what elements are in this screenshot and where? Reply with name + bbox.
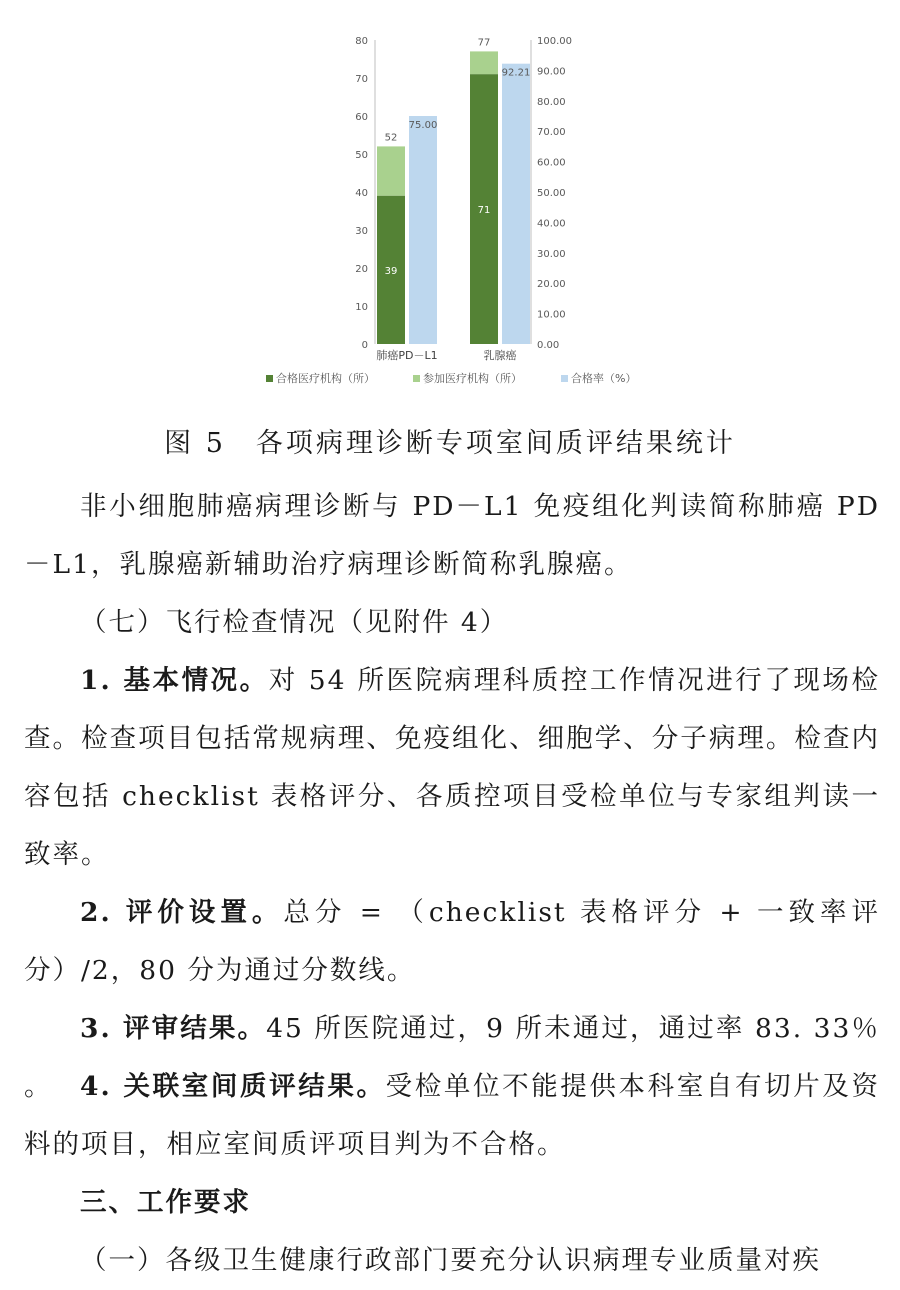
left-tick-label: 10 [355,302,368,313]
paragraph-evaluation-setting [24,884,880,1000]
left-y-axis [355,36,375,351]
category-label: 乳腺癌 [483,349,517,362]
legend-swatch [561,375,568,382]
bar-participating [377,146,405,195]
bars [377,37,530,344]
category-labels [376,348,516,362]
figure-caption: 图 5 各项病理诊断专项室间质评结果统计 [164,428,736,459]
paragraph-text: 总分 = （checklist 表格评分 + 一致率评分）/2，80 分为通过分数线。 [24,897,880,986]
right-tick-label: 90.00 [537,66,566,78]
legend-swatch [413,375,420,382]
right-tick-label: 100.00 [537,36,572,47]
legend-label: 合格医疗机构（所） [276,372,375,385]
data-label-qualified: 71 [477,205,491,217]
data-label-participating: 77 [477,37,491,49]
paragraph-heading: 2. 评价设置。 [80,897,284,928]
category-label: 肺癌PD－L1 [376,349,438,362]
right-tick-label: 0.00 [537,340,560,351]
right-tick-label: 30.00 [537,248,566,260]
legend-swatch [266,375,273,382]
right-y-axis [531,36,572,351]
right-tick-label: 60.00 [537,157,566,169]
section-heading-flight-inspection: （七）飞行检查情况（见附件 4） [80,607,509,638]
paragraph-text: 对 54 所医院病理科质控工作情况进行了现场检查。检查项目包括常规病理、免疫组化、细胞学、分子病理。检查内容包括 checklist 表格评分、各质控项目受检单位与专家组判读一致率。 [24,665,880,870]
data-label-qualified: 39 [384,265,398,277]
paragraph-text: 45 所医院通过，9 所未通过，通过率 83. 33％ 。 [24,1013,881,1102]
left-tick-label: 20 [355,264,368,275]
left-tick-label: 70 [355,74,368,85]
paragraph-abbreviation: 非小细胞肺癌病理诊断与 PD－L1 免疫组化判读简称肺癌 PD－L1，乳腺癌新辅助治疗病理诊断简称乳腺癌。 [24,491,880,580]
legend [266,371,636,385]
paragraph-basic-situation [24,652,880,884]
right-tick-label: 80.00 [537,96,566,108]
legend-label: 合格率（%） [571,372,637,385]
bar-rate [502,64,530,344]
section-heading-work-requirements: 三、工作要求 [80,1187,251,1218]
right-tick-label: 20.00 [537,279,566,291]
bar-chart [0,0,900,400]
left-tick-label: 60 [355,112,368,123]
paragraph-heading: 1. 基本情况。 [80,665,269,696]
left-tick-label: 80 [355,36,368,47]
left-tick-label: 50 [355,150,368,161]
right-tick-label: 50.00 [537,188,566,199]
paragraph-heading: 3. 评审结果。 [80,1013,267,1044]
data-label-rate: 75.00 [408,120,438,131]
left-tick-label: 0 [361,340,368,351]
bar-participating [470,51,498,74]
data-label-rate: 92.21 [501,67,531,79]
right-tick-label: 10.00 [537,309,566,321]
bar-rate [409,116,437,344]
legend-label: 参加医疗机构（所） [423,372,522,385]
right-tick-label: 70.00 [537,127,566,139]
right-tick-label: 40.00 [537,218,566,230]
left-tick-label: 40 [355,188,368,199]
paragraph-related-eqa [24,1058,880,1174]
paragraph-requirement-1: （一）各级卫生健康行政部门要充分认识病理专业质量对疾 [80,1245,821,1276]
paragraph-heading: 4. 关联室间质评结果。 [80,1071,386,1102]
left-tick-label: 30 [355,226,368,237]
data-label-participating: 52 [384,132,398,144]
paragraph-text: 受检单位不能提供本科室自有切片及资料的项目，相应室间质评项目判为不合格。 [24,1071,881,1160]
